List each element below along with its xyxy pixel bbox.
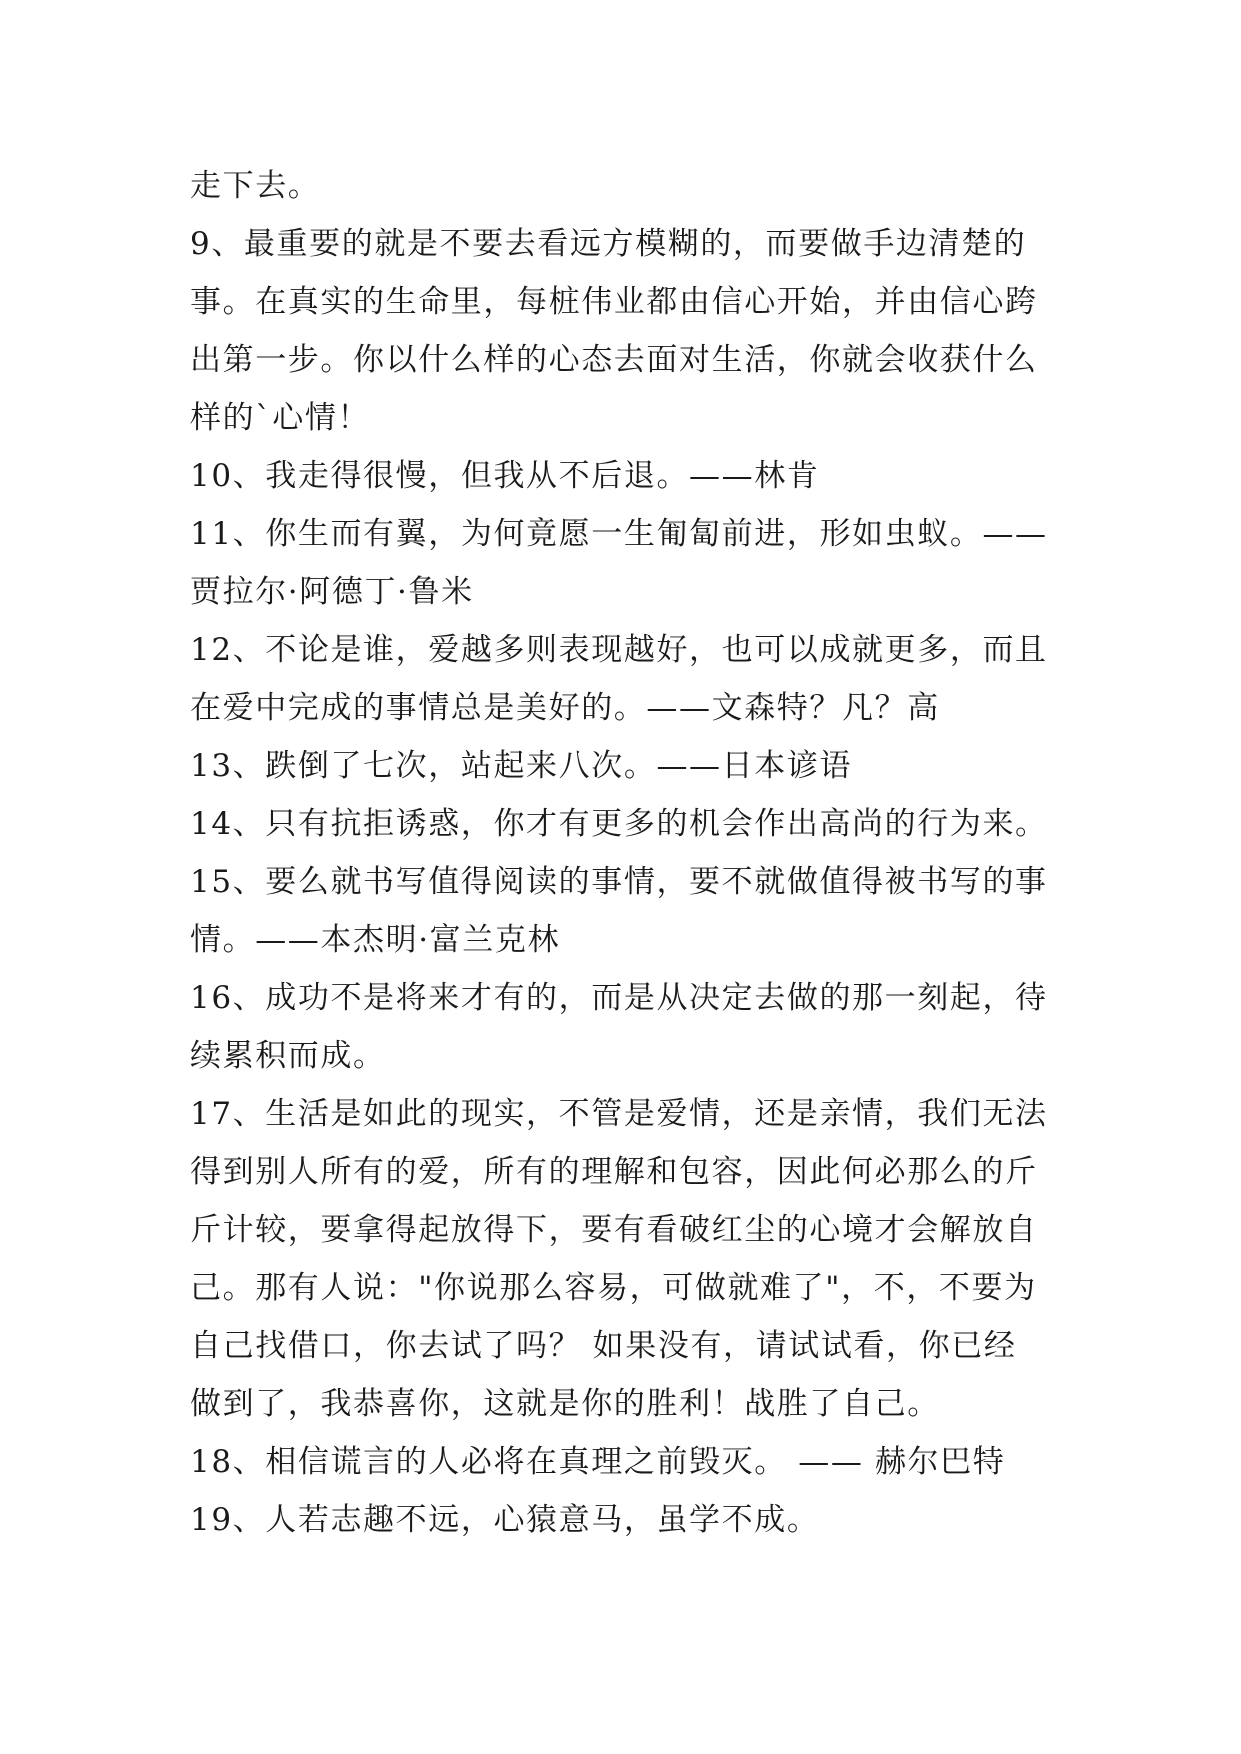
text-line: 样的`心情！: [190, 400, 371, 436]
text-line: 15、要么就书写值得阅读的事情，要不就做值得被书写的事: [190, 864, 1048, 900]
text-line: 出第一步。你以什么样的心态去面对生活，你就会收获什么: [190, 342, 1038, 378]
text-line: 贾拉尔·阿德丁·鲁米: [190, 574, 474, 610]
text-line: 自己找借口，你去试了吗？ 如果没有，请试试看，你已经: [190, 1328, 1017, 1364]
text-line: 10、我走得很慢，但我从不后退。——林肯: [190, 458, 820, 494]
text-line: 12、不论是谁，爱越多则表现越好，也可以成就更多，而且: [190, 632, 1048, 668]
text-line: 13、跌倒了七次，站起来八次。——日本谚语: [190, 748, 853, 784]
text-line: 11、你生而有翼，为何竟愿一生匍匐前进，形如虫蚁。——: [190, 516, 1048, 552]
text-line: 斤计较，要拿得起放得下，要有看破红尘的心境才会解放自: [190, 1212, 1038, 1248]
document-body: [190, 157, 1070, 1549]
text-line: 17、生活是如此的现实，不管是爱情，还是亲情，我们无法: [190, 1096, 1048, 1132]
text-line: 18、相信谎言的人必将在真理之前毁灭。 —— 赫尔巴特: [190, 1444, 1006, 1480]
text-line: 14、只有抗拒诱惑，你才有更多的机会作出高尚的行为来。: [190, 806, 1048, 842]
text-line: 19、人若志趣不远，心猿意马，虽学不成。: [190, 1502, 820, 1538]
text-line: 续累积而成。: [190, 1038, 386, 1074]
text-line: 9、最重要的就是不要去看远方模糊的，而要做手边清楚的: [190, 226, 1027, 262]
text-line: 做到了，我恭喜你，这就是你的胜利！战胜了自己。: [190, 1386, 940, 1422]
text-line: 在爱中完成的事情总是美好的。——文森特？凡？高: [190, 690, 940, 726]
text-line: 情。——本杰明·富兰克林: [190, 922, 561, 958]
text-line: 16、成功不是将来才有的，而是从决定去做的那一刻起，待: [190, 980, 1048, 1016]
text-line: 得到别人所有的爱，所有的理解和包容，因此何必那么的斤: [190, 1154, 1038, 1190]
text-line: 走下去。: [190, 168, 321, 204]
text-line: 事。在真实的生命里，每桩伟业都由信心开始，并由信心跨: [190, 284, 1038, 320]
text-line: 己。那有人说："你说那么容易，可做就难了"，不，不要为: [190, 1270, 1037, 1306]
